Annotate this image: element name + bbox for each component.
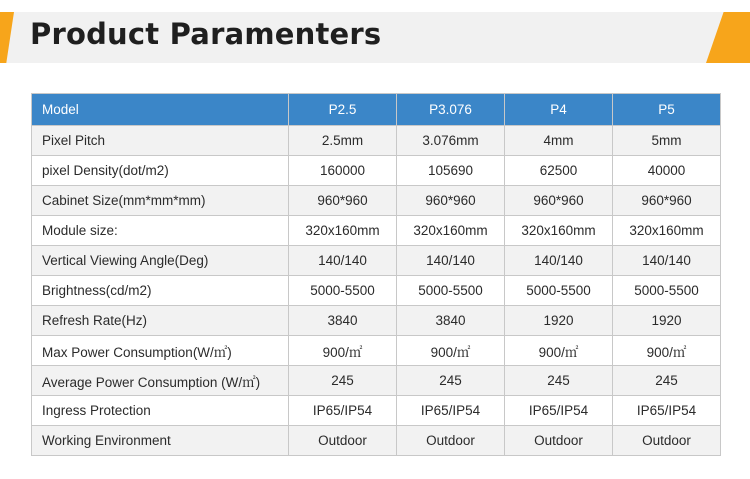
row-label: Ingress Protection: [32, 396, 289, 426]
table-cell: 5mm: [613, 126, 721, 156]
table-cell: 140/140: [613, 246, 721, 276]
table-cell: 140/140: [505, 246, 613, 276]
row-label: pixel Density(dot/m2): [32, 156, 289, 186]
header-p4: P4: [505, 94, 613, 126]
table-body: [32, 126, 721, 456]
table-cell: IP65/IP54: [397, 396, 505, 426]
table-cell: 140/140: [289, 246, 397, 276]
table-cell: 245: [289, 366, 397, 396]
table-cell: 960*960: [397, 186, 505, 216]
table-cell: 245: [397, 366, 505, 396]
table-cell: 105690: [397, 156, 505, 186]
table-cell: 960*960: [289, 186, 397, 216]
table-cell: 2.5mm: [289, 126, 397, 156]
table-cell: 5000-5500: [289, 276, 397, 306]
header-model: Model: [32, 94, 289, 126]
row-label: Cabinet Size(mm*mm*mm): [32, 186, 289, 216]
table-cell: 40000: [613, 156, 721, 186]
row-label: Vertical Viewing Angle(Deg): [32, 246, 289, 276]
row-label: Refresh Rate(Hz): [32, 306, 289, 336]
table-cell: Outdoor: [613, 426, 721, 456]
table-cell: 900/㎡: [397, 336, 505, 366]
header-p5: P5: [613, 94, 721, 126]
row-label: Pixel Pitch: [32, 126, 289, 156]
row-label: Working Environment: [32, 426, 289, 456]
table-cell: 960*960: [613, 186, 721, 216]
table-cell: 960*960: [505, 186, 613, 216]
table-row: [32, 186, 721, 216]
table-row: [32, 126, 721, 156]
table-cell: 900/㎡: [289, 336, 397, 366]
table-cell: 245: [613, 366, 721, 396]
table-cell: 1920: [613, 306, 721, 336]
table-cell: IP65/IP54: [289, 396, 397, 426]
table-cell: 5000-5500: [397, 276, 505, 306]
table-row: [32, 156, 721, 186]
table-cell: 3840: [289, 306, 397, 336]
table-cell: 3.076mm: [397, 126, 505, 156]
table-row: [32, 246, 721, 276]
table-row: [32, 306, 721, 336]
table-cell: 320x160mm: [289, 216, 397, 246]
table-cell: 5000-5500: [613, 276, 721, 306]
table-cell: Outdoor: [505, 426, 613, 456]
page-title: Product Paramenters: [30, 17, 382, 51]
table-cell: 320x160mm: [613, 216, 721, 246]
table-cell: IP65/IP54: [505, 396, 613, 426]
table-header-row: [32, 94, 721, 126]
table-cell: 900/㎡: [613, 336, 721, 366]
table-row: [32, 216, 721, 246]
table-cell: Outdoor: [289, 426, 397, 456]
header-p3-076: P3.076: [397, 94, 505, 126]
table-cell: 1920: [505, 306, 613, 336]
table-row: [32, 396, 721, 426]
table-cell: 320x160mm: [397, 216, 505, 246]
spec-table: [31, 93, 721, 456]
table-cell: 160000: [289, 156, 397, 186]
table-row: [32, 366, 721, 396]
table-row: [32, 336, 721, 366]
row-label: Brightness(cd/m2): [32, 276, 289, 306]
table-cell: 62500: [505, 156, 613, 186]
table-cell: 140/140: [397, 246, 505, 276]
row-label: Module size:: [32, 216, 289, 246]
row-label: Average Power Consumption (W/㎡): [32, 366, 289, 396]
header-p2-5: P2.5: [289, 94, 397, 126]
table-cell: 4mm: [505, 126, 613, 156]
table-cell: 245: [505, 366, 613, 396]
table-row: [32, 276, 721, 306]
table-cell: Outdoor: [397, 426, 505, 456]
row-label: Max Power Consumption(W/㎡): [32, 336, 289, 366]
table-cell: 320x160mm: [505, 216, 613, 246]
table-cell: 900/㎡: [505, 336, 613, 366]
table-cell: 3840: [397, 306, 505, 336]
table-cell: IP65/IP54: [613, 396, 721, 426]
table-cell: 5000-5500: [505, 276, 613, 306]
table-row: [32, 426, 721, 456]
